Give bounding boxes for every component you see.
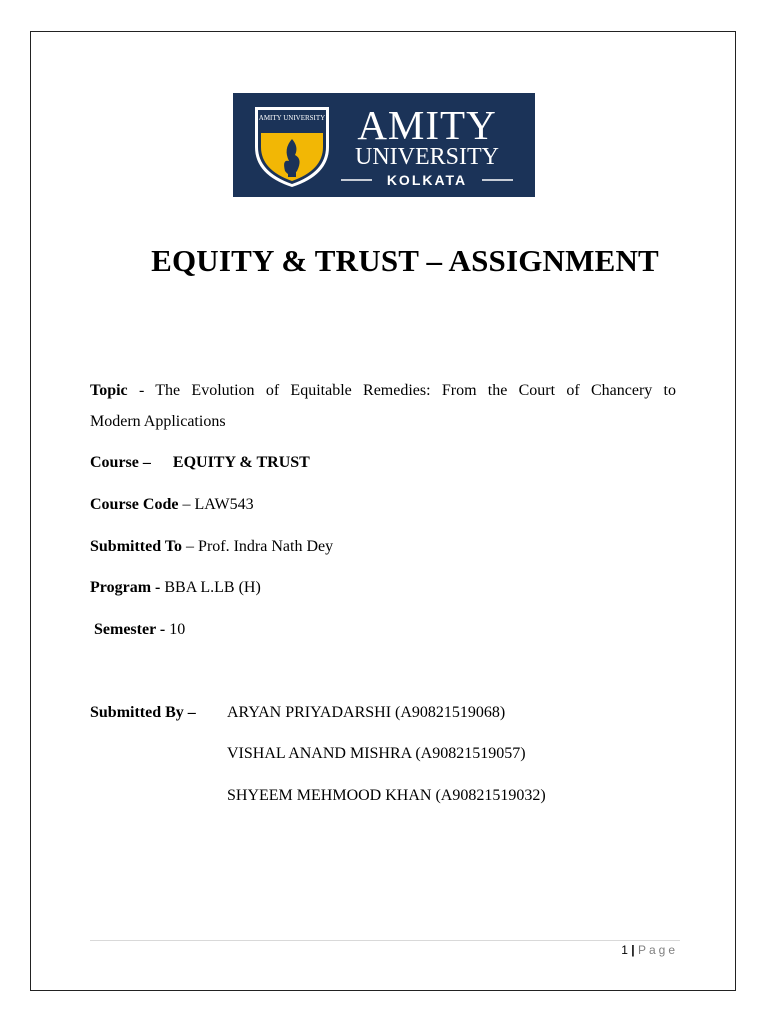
team-member: ARYAN PRIYADARSHI (A90821519068) (227, 704, 506, 721)
logo-line2: UNIVERSITY (355, 144, 499, 170)
course-value: EQUITY & TRUST (172, 454, 310, 471)
submitted-to-value: – Prof. Indra Nath Dey (182, 538, 334, 555)
logo-badge-text: AMITY UNIVERSITY (258, 114, 326, 122)
team-member: VISHAL ANAND MISHRA (A90821519057) (227, 745, 526, 762)
program-value: BBA L.LB (H) (164, 579, 261, 596)
logo-line1: AMITY (357, 102, 497, 148)
semester-field (94, 614, 185, 645)
submitted-to-field (90, 531, 333, 562)
logo-line3: KOLKATA (386, 172, 468, 188)
course-field (90, 447, 310, 478)
program-field (90, 572, 261, 603)
page-separator: | (627, 943, 638, 957)
topic-value-line2: Modern Applications (90, 413, 226, 430)
submitted-to-label: Submitted To (90, 538, 183, 555)
course-code-label: Course Code (90, 496, 179, 513)
course-label: Course – (90, 454, 151, 471)
footer-rule (90, 940, 680, 941)
university-logo (233, 93, 535, 197)
semester-value: 10 (169, 621, 186, 638)
topic-field: Topic - The Evolution of Equitable Remedies: From the Court of Chancery to Modern Applications (90, 382, 676, 430)
document-title: EQUITY & TRUST – ASSIGNMENT (151, 243, 659, 278)
semester-label: Semester - (94, 621, 170, 638)
program-label: Program - (90, 579, 165, 596)
page-label: Page (637, 943, 678, 957)
submitted-by-field (90, 697, 196, 728)
course-code-field (90, 489, 254, 520)
team-member: SHYEEM MEHMOOD KHAN (A90821519032) (227, 787, 546, 804)
course-code-value: – LAW543 (178, 496, 254, 513)
topic-value-line1: The Evolution of Equitable Remedies: From the Court of Chancery to (155, 382, 676, 399)
submitted-by-label: Submitted By – (90, 704, 196, 721)
page-number: 1 (621, 943, 628, 957)
topic-label: Topic (90, 382, 128, 399)
page-footer (621, 943, 678, 957)
